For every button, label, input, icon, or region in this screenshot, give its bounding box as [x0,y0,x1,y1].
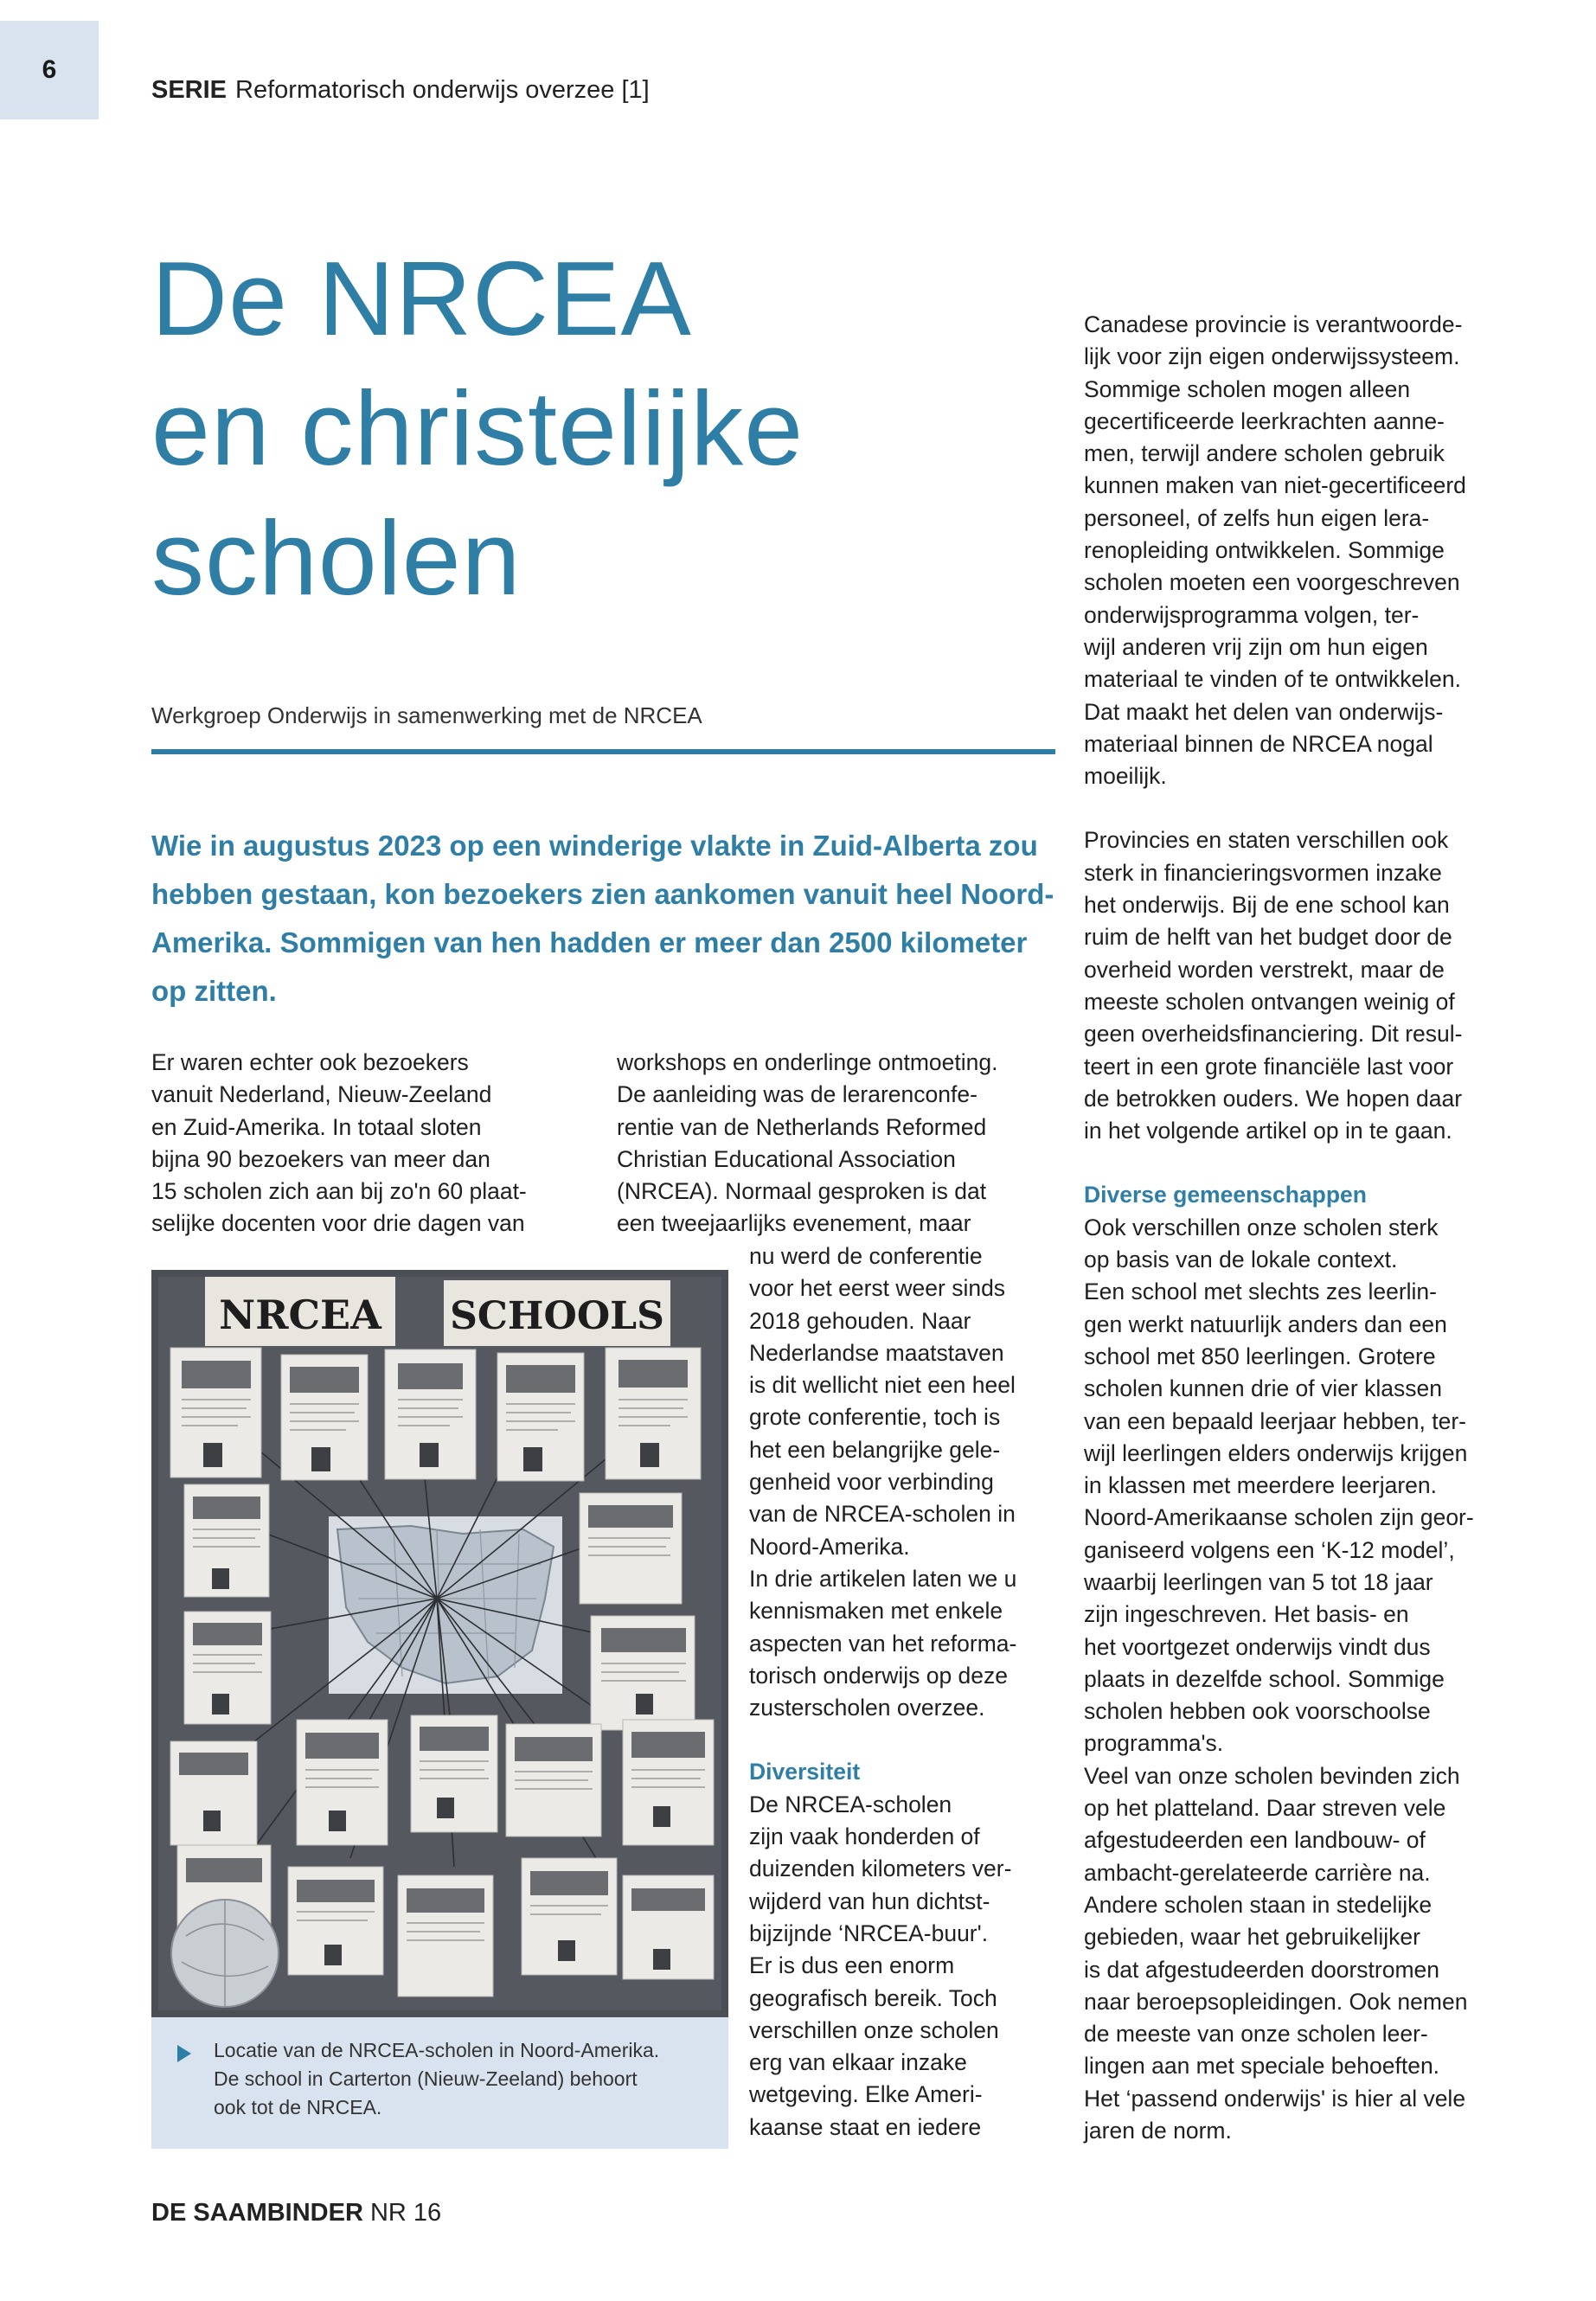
text-line: is dat afgestudeerden doorstromen [1084,1956,1440,1983]
text-line: meeste scholen ontvangen weinig of [1084,988,1455,1015]
byline: Werkgroep Onderwijs in samenwerking met de NRCEA [151,702,702,728]
title-line: en christelijke [151,369,804,487]
caption-arrow-icon [177,2045,191,2062]
text-line: plaats in dezelfde school. Sommige [1084,1665,1445,1692]
text-line: geen overheidsfinanciering. Dit resul- [1084,1021,1463,1048]
column-3-paragraph-2 [1084,824,1568,1147]
text-line: moeilijk. [1084,763,1167,790]
column-3-paragraph-3 [1084,1212,1568,2148]
banner-nrcea: NRCEA [219,1292,381,1338]
text-line: het voortgezet onderwijs vindt dus [1084,1633,1431,1660]
text-line: Er waren echter ook bezoekers [151,1049,469,1075]
text-line: personeel, of zelfs hun eigen lera- [1084,504,1430,531]
page-number: 6 [42,55,57,84]
series-label: SERIE [151,76,228,104]
text-line: wijderd van hun dichtst- [749,1888,990,1914]
text-line: scholen kunnen drie of vier klassen [1084,1375,1442,1402]
text-line: en Zuid-Amerika. In totaal sloten [151,1113,482,1140]
text-line: op het platteland. Daar streven vele [1084,1795,1446,1822]
text-line: ganiseerd volgens een ‘K-12 model’, [1084,1536,1455,1563]
text-line: gebieden, waar het gebruikelijker [1084,1924,1420,1951]
text-line: zijn ingeschreven. Het basis- en [1084,1601,1409,1628]
text-line: materiaal binnen de NRCEA nogal [1084,730,1433,757]
text-line: overheid worden verstrekt, maar de [1084,956,1445,983]
title-line: scholen [151,499,522,617]
text-line: onderwijsprogramma volgen, ter- [1084,601,1420,628]
text-line: de betrokken ouders. We hopen daar [1084,1085,1463,1112]
text-line: Nederlandse maatstaven [749,1339,1004,1366]
banner-schools: SCHOOLS [450,1294,664,1338]
text-line: verschillen onze scholen [749,2016,999,2043]
title-line: De NRCEA [151,240,692,357]
text-line: ook tot de NRCEA. [214,2096,382,2118]
text-line: kaanse staat en iedere [749,2113,982,2140]
text-line: afgestudeerden een landbouw- of [1084,1827,1426,1854]
column-2-top-text [617,1047,1067,1240]
text-line: selijke docenten voor drie dagen van [151,1210,525,1237]
text-line: men, terwijl andere scholen gebruik [1084,440,1445,467]
text-line: bijzijnde ‘NRCEA-buur'. [749,1920,989,1946]
page-number-box [0,21,99,119]
column-2-paragraph [749,1240,1078,1724]
text-line: Het ‘passend onderwijs' is hier al vele [1084,2085,1466,2112]
text-line: 2018 gehouden. Naar [749,1307,971,1334]
photo-caption [151,2017,728,2149]
text-line: aspecten van het reforma- [749,1630,1017,1657]
text-line: zijn vaak honderden of [749,1823,980,1850]
text-line: De school in Carterton (Nieuw-Zeeland) behoort [214,2067,638,2090]
text-line: ambacht-gerelateerde carrière na. [1084,1859,1431,1886]
text-line: erg van elkaar inzake [749,2049,967,2076]
article-title [151,234,1016,623]
nrcea-schools-board-photo [151,1270,728,2017]
text-line: wetgeving. Elke Ameri- [749,2081,983,2108]
text-line: 15 scholen zich aan bij zo'n 60 plaat- [151,1178,527,1205]
text-line: is dit wellicht niet een heel [749,1372,1016,1399]
text-line: Noord-Amerikaanse scholen zijn geor- [1084,1504,1474,1531]
text-line: lingen aan met speciale behoeften. [1084,2053,1440,2080]
text-line: Noord-Amerika. [749,1533,910,1560]
text-line: sterk in financieringsvormen inzake [1084,859,1442,886]
text-line: Locatie van de NRCEA-scholen in Noord-Amerika. [214,2039,660,2061]
text-line: Er is dus een enorm [749,1952,955,1979]
text-line: nu werd de conferentie [749,1243,983,1269]
title-divider [151,749,1055,754]
text-line: zusterscholen overzee. [749,1695,985,1721]
text-line: Provincies en staten verschillen ook [1084,827,1449,854]
text-line: in het volgende artikel op in te gaan. [1084,1118,1452,1144]
text-line: Veel van onze scholen bevinden zich [1084,1762,1460,1789]
column-3-paragraph-1 [1084,309,1568,792]
series-title: Reformatorisch onderwijs overzee [1] [235,76,650,104]
caption-text [214,2036,715,2122]
text-line: renopleiding ontwikkelen. Sommige [1084,537,1445,564]
text-line: genheid voor verbinding [749,1469,994,1496]
text-line: teert in een grote financiële last voor [1084,1053,1454,1080]
column-2-diversiteit-paragraph [749,1789,1078,2144]
text-line: gen werkt natuurlijk anders dan een [1084,1311,1447,1337]
text-line: kennismaken met enkele [749,1598,1003,1625]
text-line: in klassen met meerdere leerjaren. [1084,1472,1437,1499]
text-line: Een school met slechts zes leerlin- [1084,1279,1437,1305]
text-line: scholen moeten een voorgeschreven [1084,569,1460,596]
text-line: voor het eerst weer sinds [749,1275,1006,1302]
text-line: het onderwijs. Bij de ene school kan [1084,892,1450,919]
text-line: Dat maakt het delen van onderwijs- [1084,698,1444,725]
text-line: school met 850 leerlingen. Grotere [1084,1343,1436,1369]
series-header [151,76,650,105]
column-2-narrow-text [749,1240,1078,2144]
text-line: In drie artikelen laten we u [749,1565,1017,1592]
text-line: ruim de helft van het budget door de [1084,924,1452,951]
lead-paragraph: Wie in augustus 2023 op een winderige vlakte in Zuid-Alberta zou hebben gestaan, kon bezoekers zien aankomen vanuit heel Noord-Amerika. Sommigen van hen hadden er meer dan 2500 kilometer op zitten. [151,830,1054,1007]
text-line: Sommige scholen mogen alleen [1084,375,1411,402]
text-line: waarbij leerlingen van 5 tot 18 jaar [1084,1568,1433,1595]
text-line: bijna 90 bezoekers van meer dan [151,1145,490,1172]
text-line: vanuit Nederland, Nieuw-Zeeland [151,1081,492,1108]
text-line: rentie van de Netherlands Reformed [617,1113,987,1140]
footer-magazine: DE SAAMBINDER [151,2199,363,2227]
column-1-text [151,1047,601,1240]
text-line: workshops en onderlinge ontmoeting. [617,1049,998,1075]
subheading-diverse-gemeenschappen: Diverse gemeenschappen [1084,1182,1367,1208]
text-line: De aanleiding was de lerarenconfe- [617,1081,977,1108]
text-line: lijk voor zijn eigen onderwijssysteem. [1084,343,1460,370]
text-line: het een belangrijke gele- [749,1436,1001,1463]
text-line: op basis van de lokale context. [1084,1247,1398,1273]
text-line: Canadese provincie is verantwoorde- [1084,311,1463,337]
text-line: torisch onderwijs op deze [749,1662,1009,1689]
text-line: wijl leerlingen elders onderwijs krijgen [1084,1439,1468,1466]
text-line: Andere scholen staan in stedelijke [1084,1891,1433,1918]
text-line: wijl anderen vrij zijn om hun eigen [1084,633,1428,660]
footer [151,2199,441,2227]
text-line: naar beroepsopleidingen. Ook nemen [1084,1988,1468,2015]
text-line: de meeste van onze scholen leer- [1084,2021,1428,2048]
text-line: grote conferentie, toch is [749,1404,1001,1431]
text-line: De NRCEA-scholen [749,1791,952,1817]
footer-issue: NR 16 [369,2199,442,2227]
text-line: (NRCEA). Normaal gesproken is dat [617,1178,987,1205]
column-3-text [1084,309,1568,2147]
text-line: Christian Educational Association [617,1145,956,1172]
board-illustration [151,1270,728,2017]
text-line: jaren de norm. [1084,2118,1232,2144]
text-line: geografisch bereik. Toch [749,1984,997,2011]
text-line: van de NRCEA-scholen in [749,1501,1016,1528]
text-line: kunnen maken van niet-gecertificeerd [1084,472,1466,499]
text-line: van een bepaald leerjaar hebben, ter- [1084,1407,1466,1434]
text-line: duizenden kilometers ver- [749,1856,1012,1882]
subheading-diversiteit: Diversiteit [749,1759,861,1785]
text-line: programma's. [1084,1730,1224,1757]
text-line: materiaal te vinden of te ontwikkelen. [1084,666,1462,693]
text-line: gecertificeerde leerkrachten aanne- [1084,407,1445,434]
text-line: scholen hebben ook voorschoolse [1084,1698,1431,1725]
text-line: Ook verschillen onze scholen sterk [1084,1214,1439,1240]
text-line: een tweejaarlijks evenement, maar [617,1210,971,1237]
